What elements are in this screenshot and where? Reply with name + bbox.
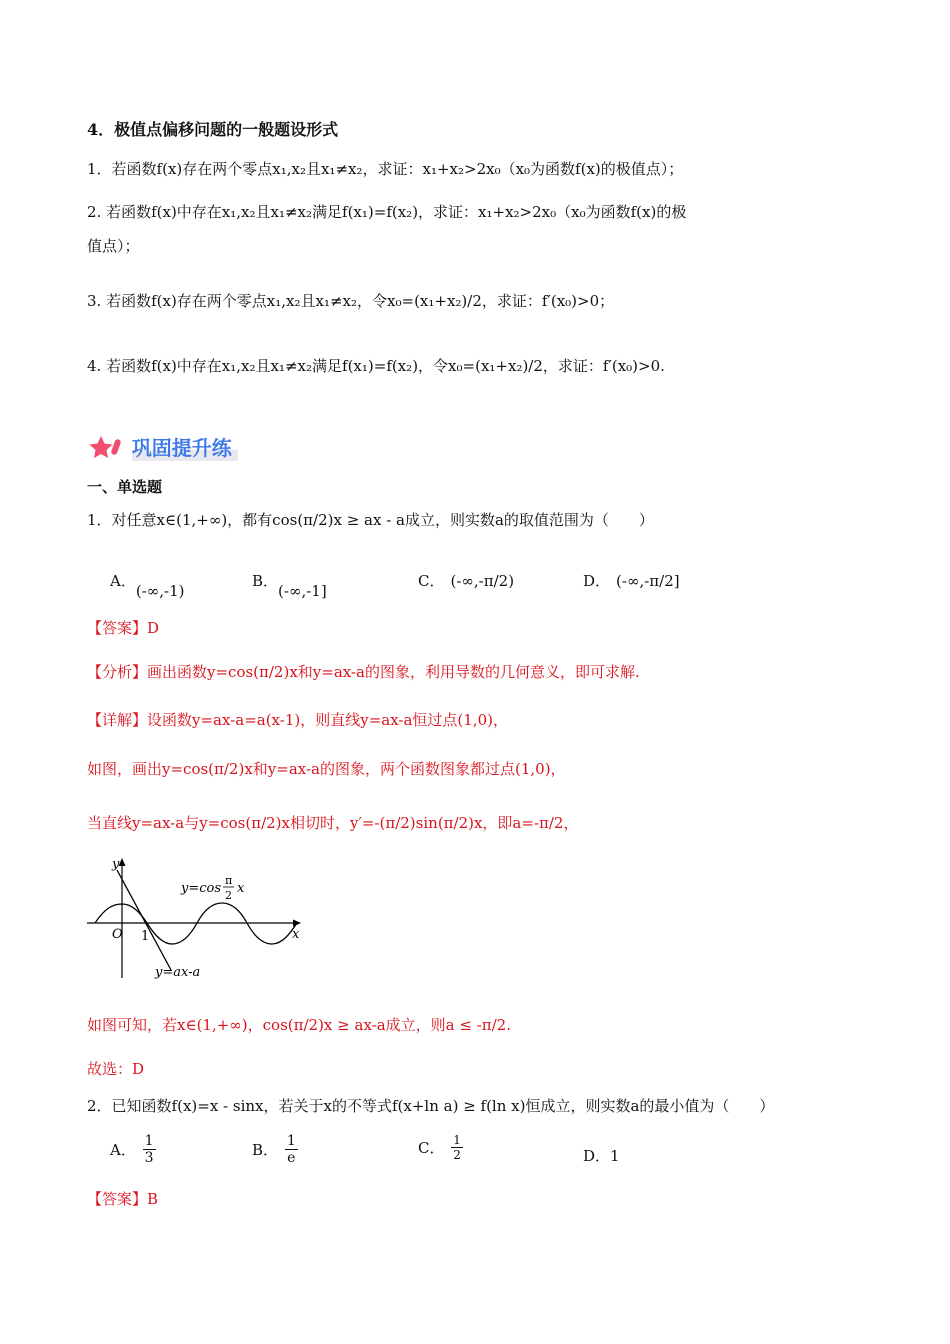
q1-answer: 【答案】D <box>87 619 160 637</box>
option-fraction <box>451 1133 463 1162</box>
option-label: A． <box>110 572 136 590</box>
option-label: C． <box>418 572 445 590</box>
q2-answer: 【答案】B <box>87 1190 159 1208</box>
q1-analysis: 【分析】画出函数y=cos(π/2)x和y=ax-a的图象，利用导数的几何意义，即可求解. <box>87 663 640 681</box>
option-label: A． <box>110 1141 136 1159</box>
fraction-denominator: 3 <box>144 1150 154 1166</box>
tick-one-label: 1 <box>141 929 150 944</box>
q1-option-c <box>418 570 514 591</box>
option-value: (-∞,-1) <box>135 582 185 600</box>
function-graph <box>85 852 310 982</box>
cos-curve-label-x: x <box>237 881 245 896</box>
banner-title: 巩固提升练 <box>132 432 238 461</box>
option-label: C． <box>418 1139 445 1157</box>
option-fraction <box>285 1133 298 1166</box>
option-label: D． <box>583 572 611 590</box>
option-label: B． <box>252 572 279 590</box>
section-item-1: 1．若函数f(x)存在两个零点x₁,x₂且x₁≠x₂，求证：x₁+x₂>2x₀（x₀为函数f(x)的极值点）； <box>87 160 684 178</box>
q1-option-b <box>252 570 327 600</box>
fraction-denominator: e <box>287 1150 296 1166</box>
q1-option-d <box>583 570 680 591</box>
origin-label: O <box>112 927 123 942</box>
section-item-3: 3. 若函数f(x)存在两个零点x₁,x₂且x₁≠x₂，令x₀=(x₁+x₂)/2，求证：f′(x₀)>0； <box>87 292 615 310</box>
fraction-denominator: 2 <box>453 1148 461 1162</box>
part-title: 一、单选题 <box>87 478 163 496</box>
line-label: y=ax-a <box>155 965 201 980</box>
y-axis-arrow-icon <box>119 858 126 866</box>
q2-option-b <box>252 1133 300 1166</box>
fraction-numerator: 1 <box>453 1133 461 1147</box>
q2-option-c <box>418 1133 465 1162</box>
option-value: (-∞,-π/2) <box>450 572 515 590</box>
option-value: (-∞,-1] <box>278 582 327 600</box>
q1-choice: 故选：D <box>87 1060 145 1078</box>
practice-banner <box>87 432 238 460</box>
q2-option-a <box>110 1133 158 1166</box>
fraction-numerator: 1 <box>144 1133 154 1149</box>
section-title: 4．极值点偏移问题的一般题设形式 <box>87 120 339 139</box>
fraction-numerator: 1 <box>286 1133 296 1149</box>
q1-detail-1: 【详解】设函数y=ax-a=a(x-1)，则直线y=ax-a恒过点(1,0)， <box>87 711 508 729</box>
question-1-stem: 1．对任意x∈(1,+∞)，都有cos(π/2)x ≥ ax - a成立，则实数a的取值范围为（ ） <box>87 511 654 529</box>
q1-conclusion: 如图可知，若x∈(1,+∞)，cos(π/2)x ≥ ax-a成立，则a ≤ -π/2. <box>87 1016 511 1034</box>
y-axis-label: y <box>112 857 120 872</box>
cos-curve-label-two: 2 <box>225 889 232 902</box>
q2-option-d <box>583 1145 620 1166</box>
option-value: 1 <box>610 1147 620 1165</box>
x-axis-label: x <box>292 927 300 942</box>
option-fraction <box>143 1133 156 1166</box>
q1-option-a <box>110 570 185 600</box>
section-item-2: 2. 若函数f(x)中存在x₁,x₂且x₁≠x₂满足f(x₁)=f(x₂)，求证：x₁+x₂>2x₀（x₀为函数f(x)的极 <box>87 203 687 221</box>
star-icon <box>87 433 127 461</box>
section-item-2-cont: 值点）； <box>87 237 140 255</box>
section-item-4: 4. 若函数f(x)中存在x₁,x₂且x₁≠x₂满足f(x₁)=f(x₂)，令x₀=(x₁+x₂)/2，求证：f′(x₀)>0. <box>87 357 665 375</box>
cos-curve-label: y=cos <box>181 881 222 896</box>
option-label: B． <box>252 1141 279 1159</box>
question-2-stem: 2．已知函数f(x)=x - sinx，若关于x的不等式f(x+ln a) ≥ f(ln x)恒成立，则实数a的最小值为（ ） <box>87 1097 775 1115</box>
tangent-line <box>117 870 171 970</box>
q1-detail-2: 如图，画出y=cos(π/2)x和y=ax-a的图象，两个函数图象都过点(1,0)， <box>87 760 566 778</box>
option-value: (-∞,-π/2] <box>616 572 680 590</box>
option-label: D． <box>583 1147 611 1165</box>
cos-curve-label-pi: π <box>225 874 233 887</box>
q1-detail-3: 当直线y=ax-a与y=cos(π/2)x相切时，y′=-(π/2)sin(π/2)x，即a=-π/2， <box>87 814 579 832</box>
